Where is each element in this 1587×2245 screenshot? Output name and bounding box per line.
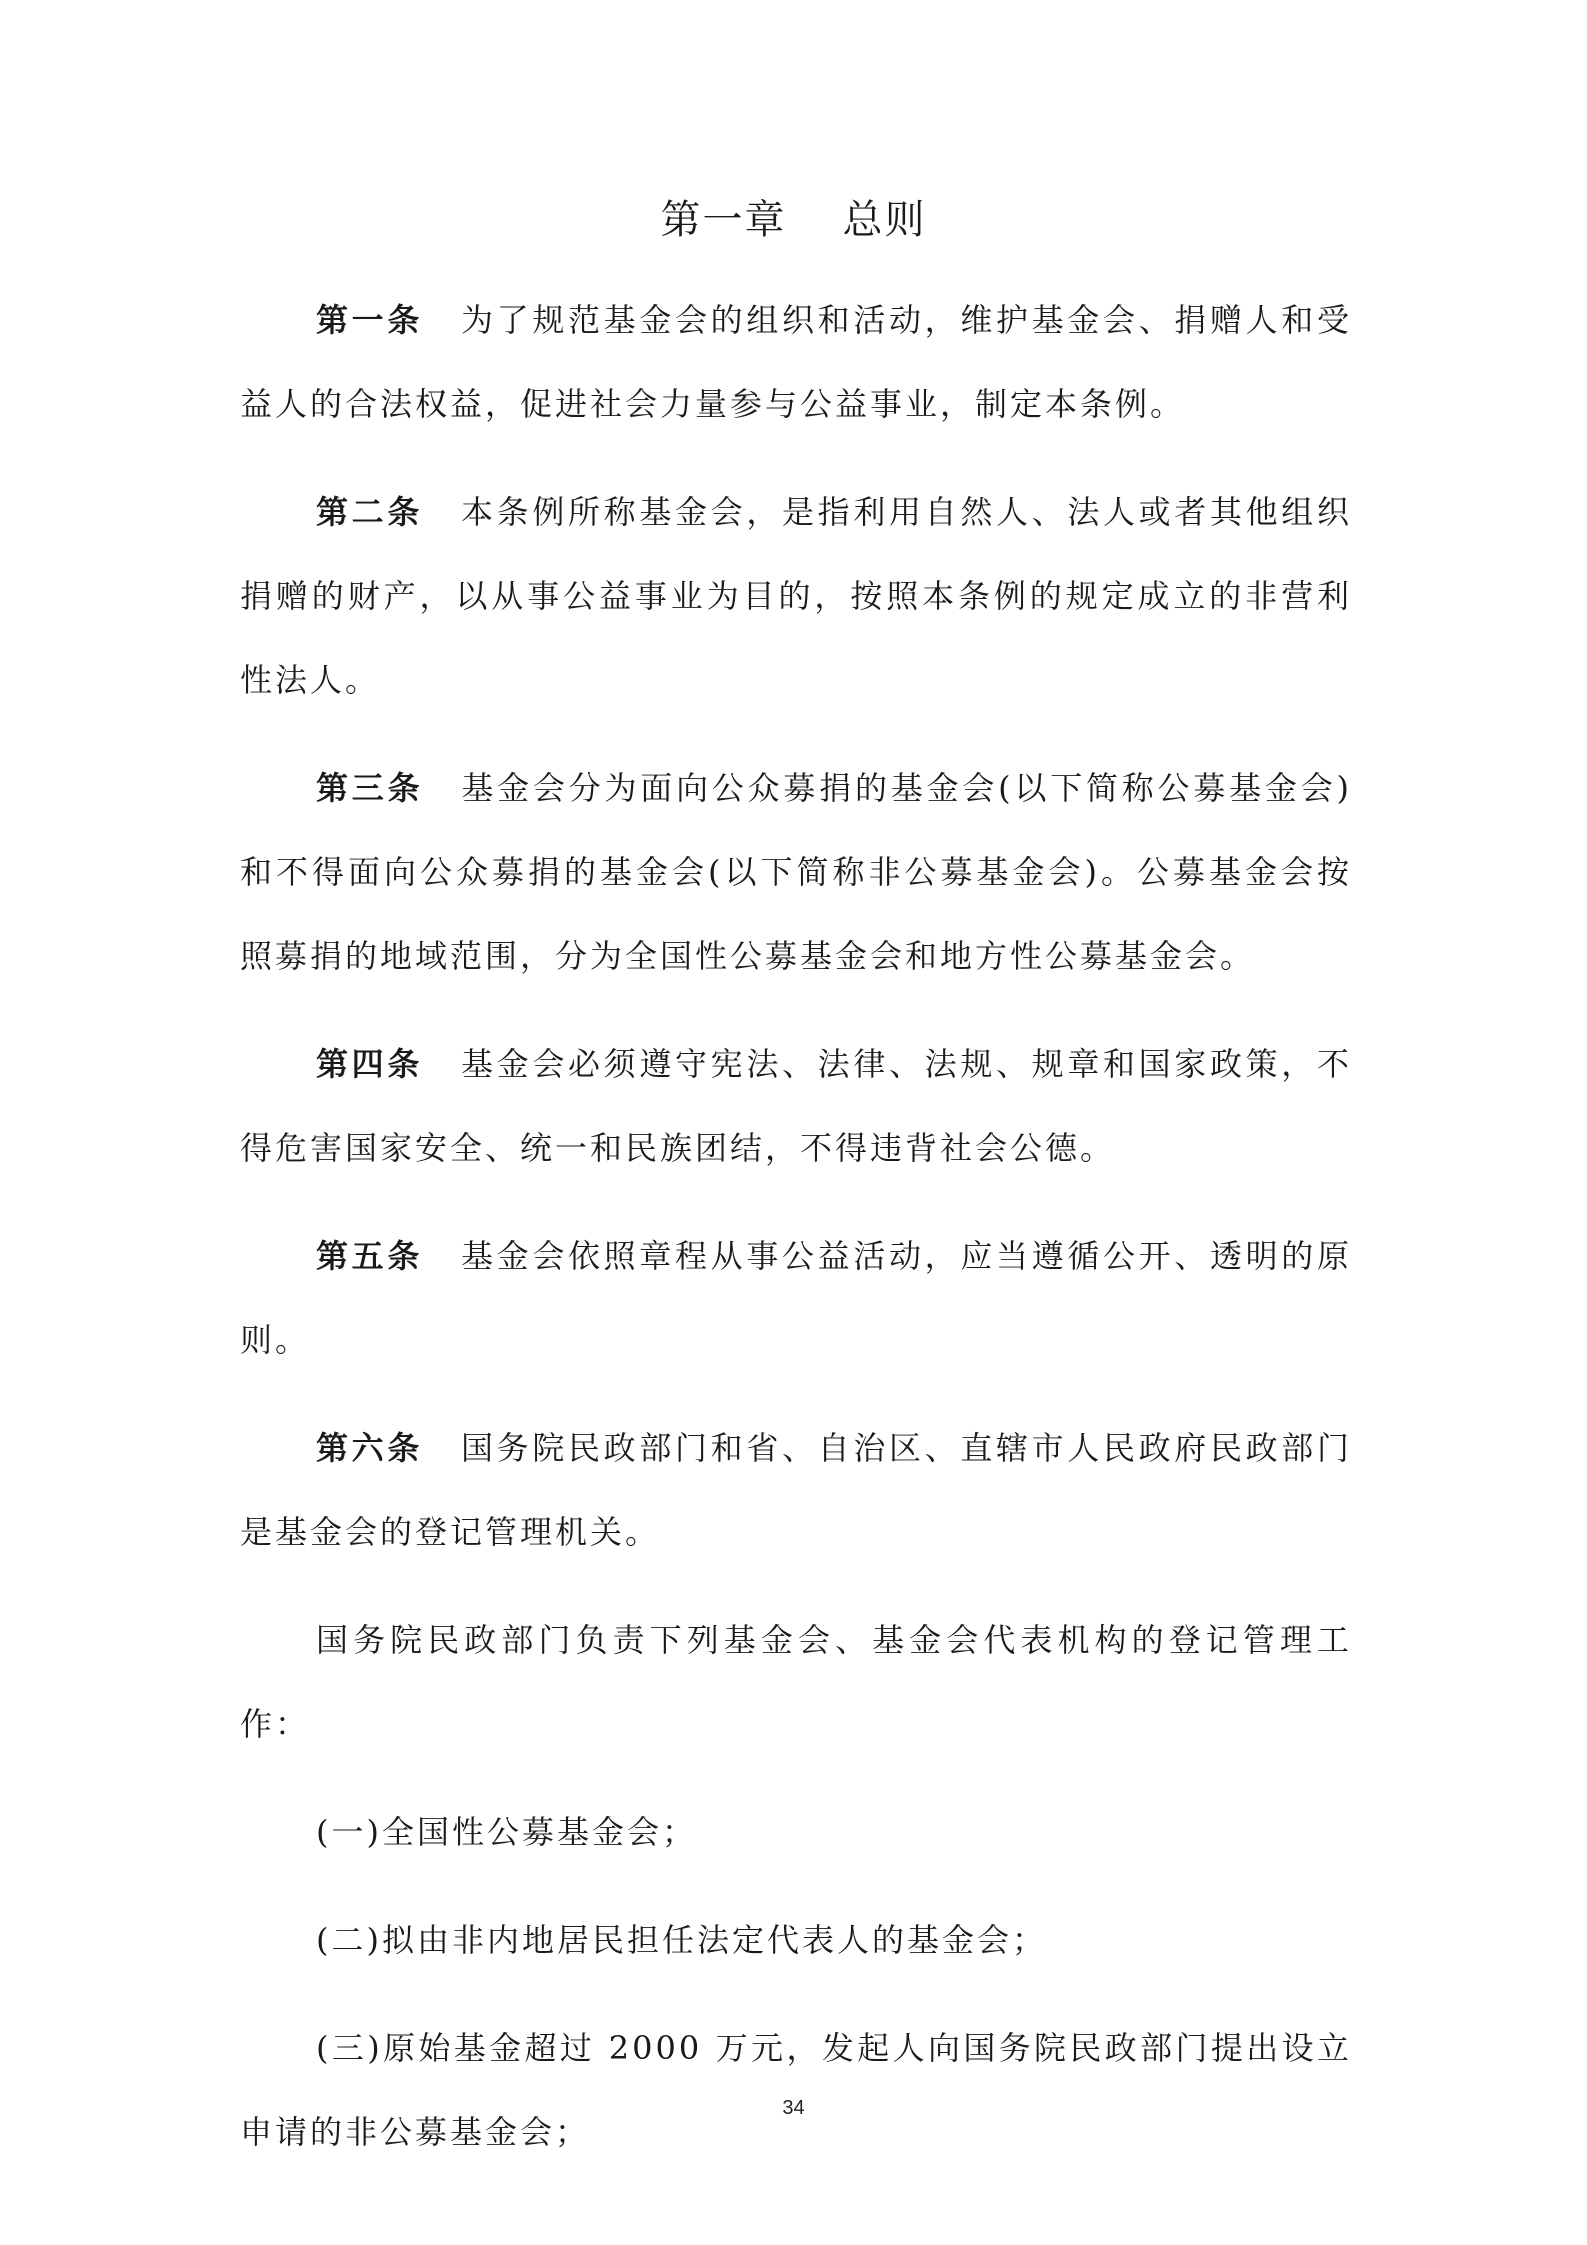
article-5 [240, 1214, 1352, 1382]
article-label: 第六条 [316, 1429, 423, 1467]
article-text: 基金会依照章程从事公益活动，应当遵循公开、透明的原则。 [240, 1237, 1352, 1359]
chapter-heading [0, 190, 1587, 250]
article-label: 第二条 [316, 493, 423, 531]
article-text: 为了规范基金会的组织和活动，维护基金会、捐赠人和受益人的合法权益，促进社会力量参与公益事业，制定本条例。 [240, 301, 1352, 423]
list-item-1: (一)全国性公募基金会； [316, 1813, 697, 1851]
list-item-3: (三)原始基金超过 2000 万元，发起人向国务院民政部门提出设立申请的非公募基金会； [240, 2029, 1352, 2151]
article-text: 国务院民政部门和省、自治区、直辖市人民政府民政部门是基金会的登记管理机关。 [240, 1429, 1352, 1551]
chapter-title: 总则 [842, 197, 927, 243]
article-text: 本条例所称基金会，是指利用自然人、法人或者其他组织捐赠的财产，以从事公益事业为目的，按照本条例的规定成立的非营利性法人。 [240, 493, 1352, 699]
article-text: 基金会必须遵守宪法、法律、法规、规章和国家政策，不得危害国家安全、统一和民族团结，不得违背社会公德。 [240, 1045, 1352, 1167]
article-6 [240, 1406, 1352, 1574]
list-item-2: (二)拟由非内地居民担任法定代表人的基金会； [316, 1921, 1047, 1959]
article-1 [240, 278, 1352, 446]
article-3 [240, 746, 1352, 998]
chapter-label: 第一章 [660, 197, 787, 243]
paragraph-registration-duties: 国务院民政部门负责下列基金会、基金会代表机构的登记管理工作： [240, 1621, 1352, 1743]
article-4 [240, 1022, 1352, 1190]
article-text: 基金会分为面向公众募捐的基金会(以下简称公募基金会)和不得面向公众募捐的基金会(以下简称非公募基金会)。公募基金会按照募捐的地域范围，分为全国性公募基金会和地方性公募基金会。 [240, 769, 1352, 975]
article-label: 第一条 [316, 301, 423, 339]
body-text [240, 278, 1352, 2174]
article-label: 第五条 [316, 1237, 423, 1275]
page-number: 34 [782, 2097, 805, 2119]
article-2 [240, 470, 1352, 722]
article-label: 第三条 [316, 769, 424, 807]
article-label: 第四条 [316, 1045, 423, 1083]
